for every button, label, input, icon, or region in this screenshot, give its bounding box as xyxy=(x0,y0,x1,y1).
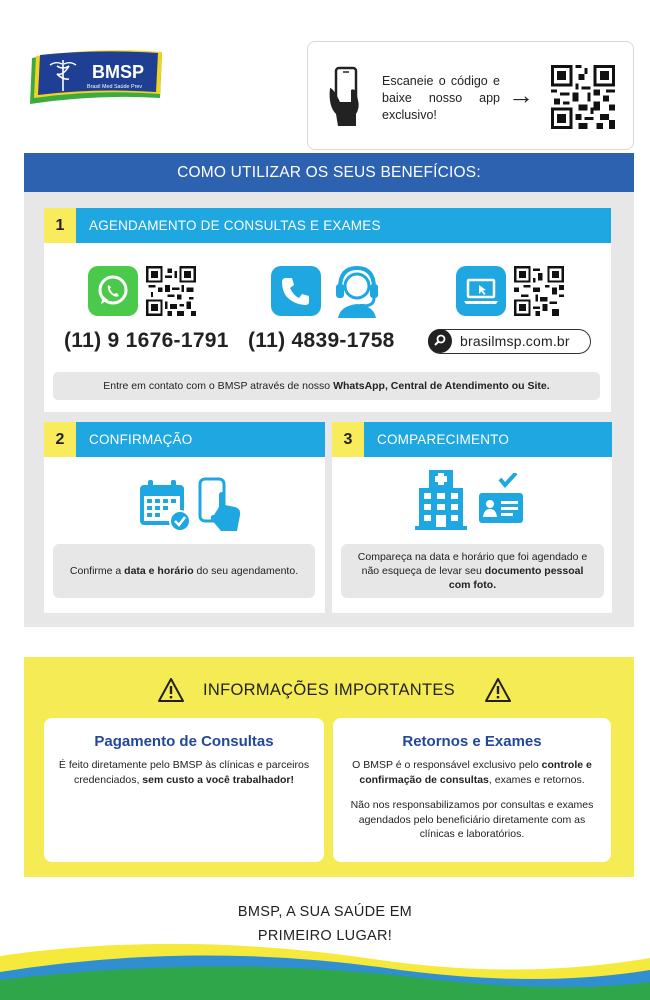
step3-number: 3 xyxy=(332,422,364,457)
returns-card xyxy=(333,718,611,862)
search-icon xyxy=(428,329,452,353)
returns-disclaimer: Não nos responsabilizamos por consultas e exames agendados pelo beneficiário diretamente com as clínicas e laboratórios. xyxy=(350,799,594,840)
warning-icon xyxy=(484,677,512,703)
step3-title: COMPARECIMENTO xyxy=(377,432,510,447)
qr-code-icon[interactable] xyxy=(514,266,564,316)
qr-code-icon[interactable] xyxy=(146,266,196,316)
calendar-check-icon xyxy=(137,477,193,533)
howto-title: COMO UTILIZAR OS SEUS BENEFÍCIOS: xyxy=(24,153,634,192)
logo-tagline: Brasil Med Saúde Prev xyxy=(87,84,143,90)
step2-title: CONFIRMAÇÃO xyxy=(89,432,193,447)
arrow-right-icon: → xyxy=(508,80,534,110)
step3-text: Compareça na data e horário que foi agendado e não esqueça de levar seu documento pessoal com foto. xyxy=(357,551,588,591)
payment-card xyxy=(44,718,324,862)
whatsapp-icon[interactable] xyxy=(88,266,138,316)
important-title: INFORMAÇÕES IMPORTANTES xyxy=(203,681,455,699)
payment-text: É feito diretamente pelo BMSP às clínicas e parceiros credenciados, sem custo a você trabalhador! xyxy=(58,759,310,786)
returns-title: Retornos e Exames xyxy=(402,733,542,750)
payment-title: Pagamento de Consultas xyxy=(94,733,274,750)
step2-card xyxy=(44,422,325,613)
step1-title: AGENDAMENTO DE CONSULTAS E EXAMES xyxy=(89,218,381,233)
site-link[interactable] xyxy=(428,329,591,354)
step2-text: Confirme a data e horário do seu agendamento. xyxy=(69,565,299,577)
step1-header xyxy=(44,208,611,243)
step3-text-box xyxy=(341,544,604,598)
contact-info-bar xyxy=(53,372,600,400)
footer-line2: PRIMEIRO LUGAR! xyxy=(257,928,393,944)
contact-info-text: Entre em contato com o BMSP através de nosso xyxy=(103,380,334,392)
decorative-waves xyxy=(0,920,650,1000)
hospital-icon xyxy=(413,468,469,530)
contact-info-bold: WhatsApp, Central de Atendimento ou Site. xyxy=(333,380,550,392)
footer-line1: BMSP, A SUA SAÚDE EM xyxy=(237,904,413,920)
qr-code-icon[interactable] xyxy=(551,65,615,129)
bmsp-logo xyxy=(26,48,166,106)
hand-phone-icon xyxy=(197,477,245,533)
returns-text: O BMSP é o responsável exclusivo pelo controle e confirmação de consultas, exames e retornos. Não nos responsabilizamos por consultas e exames agendados pelo beneficiário diretamente com as clínicas e laboratórios. xyxy=(345,758,599,842)
headset-agent-icon xyxy=(330,262,384,318)
step2-header xyxy=(44,422,325,457)
app-download-text: Escaneie o código e baixe nosso app exclusivo! xyxy=(382,74,500,122)
site-url: brasilmsp.com.br xyxy=(460,333,570,349)
step3-header xyxy=(332,422,612,457)
phone-number[interactable]: (11) 4839-1758 xyxy=(248,329,395,352)
step2-text-box xyxy=(53,544,315,598)
phone-icon[interactable] xyxy=(271,266,321,316)
logo-name: BMSP xyxy=(92,62,145,82)
id-card-icon xyxy=(478,473,524,525)
whatsapp-number[interactable]: (11) 9 1676-1791 xyxy=(64,329,229,352)
app-download-card xyxy=(307,41,634,150)
step2-number: 2 xyxy=(44,422,76,457)
step1-number: 1 xyxy=(44,208,76,243)
laptop-icon[interactable] xyxy=(456,266,506,316)
step3-card xyxy=(332,422,612,613)
phone-in-hand-icon xyxy=(326,66,364,128)
